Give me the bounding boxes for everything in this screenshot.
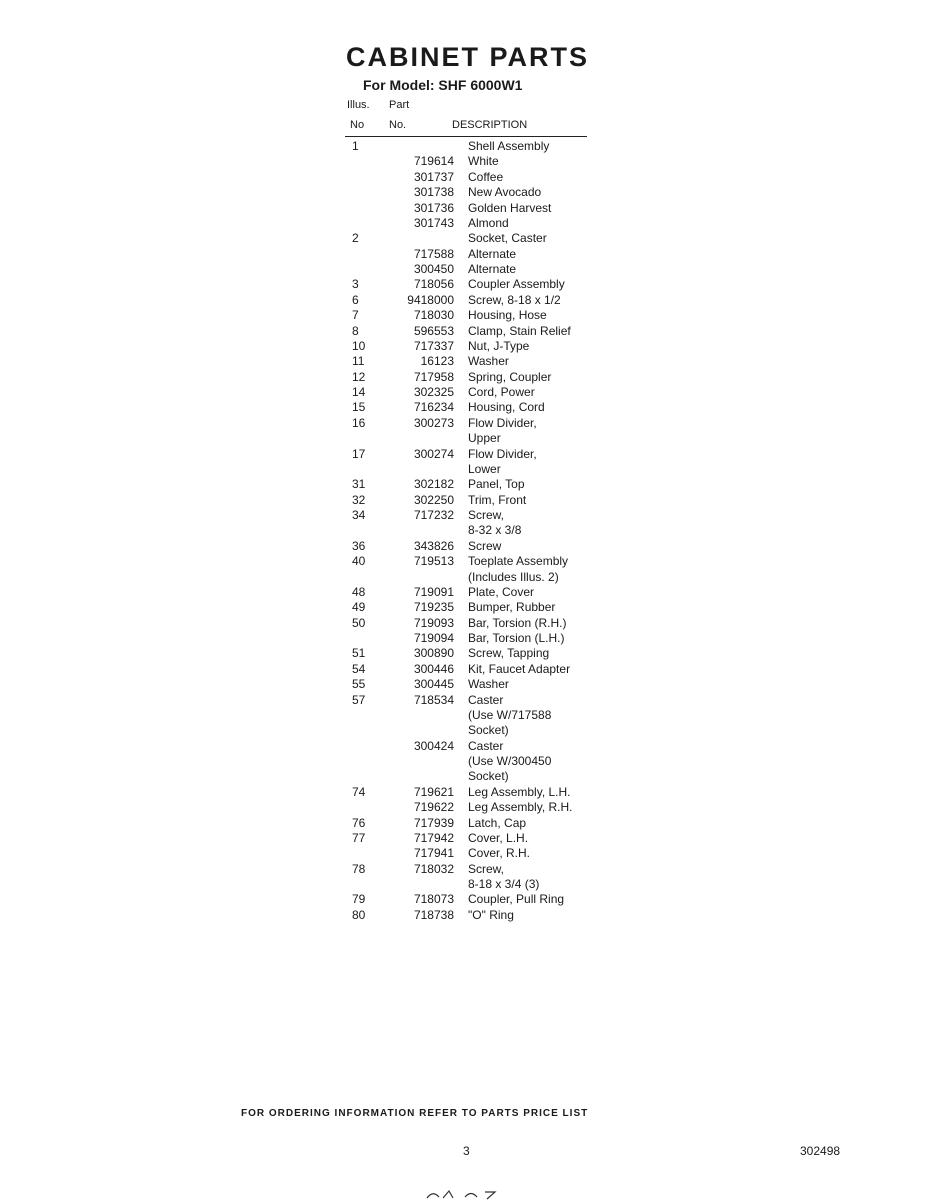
column-header-illus: No	[350, 119, 365, 131]
illus-number: 54	[352, 661, 366, 676]
illus-number: 2	[352, 231, 359, 246]
column-header-illus-top: Illus.	[347, 99, 370, 111]
part-description: 8-18 x 3/4 (3)	[468, 877, 540, 891]
part-number: 16123	[420, 354, 454, 369]
part-description: Latch, Cap	[468, 815, 527, 830]
part-description: Flow Divider,	[468, 446, 537, 461]
part-number: 301737	[413, 169, 454, 184]
table-row	[0, 862, 947, 877]
part-number: 302182	[413, 477, 454, 492]
part-description: (Use W/300450	[468, 754, 552, 768]
part-number: 719614	[413, 154, 454, 169]
part-number: 717939	[413, 815, 454, 830]
document-number: 302498	[800, 1144, 841, 1158]
table-row	[0, 908, 947, 923]
table-row	[0, 447, 947, 462]
illus-number: 15	[352, 400, 366, 415]
table-row	[0, 277, 947, 292]
page-number: 3	[463, 1144, 470, 1158]
table-row	[0, 769, 947, 784]
parts-list	[0, 139, 947, 923]
table-row	[0, 631, 947, 646]
illus-number: 11	[352, 354, 365, 369]
part-number: 301738	[413, 185, 454, 200]
part-number: 719091	[413, 584, 454, 599]
table-row	[0, 508, 947, 523]
illus-number: 10	[352, 338, 366, 353]
part-number: 717942	[413, 830, 454, 845]
illus-number: 50	[352, 615, 366, 630]
page-title: CABINET PARTS	[346, 42, 590, 72]
illus-number: 34	[352, 508, 366, 522]
table-row	[0, 308, 947, 323]
part-description: Trim, Front	[468, 492, 527, 507]
part-description: Alternate	[468, 246, 517, 261]
table-row	[0, 846, 947, 861]
illus-number: 16	[352, 415, 366, 430]
part-description: White	[468, 154, 499, 169]
part-description: Coffee	[468, 169, 504, 184]
part-description: Cord, Power	[468, 385, 535, 399]
table-row	[0, 523, 947, 538]
part-number: 302250	[413, 492, 454, 507]
part-description: Nut, J-Type	[468, 338, 530, 353]
part-number: 717941	[413, 846, 454, 861]
table-row	[0, 646, 947, 661]
part-number: 718056	[413, 277, 454, 292]
illus-number: 3	[352, 277, 359, 292]
part-description: Plate, Cover	[468, 584, 535, 599]
illus-number: 49	[352, 600, 366, 615]
table-row	[0, 616, 947, 631]
table-row	[0, 570, 947, 585]
part-description: Flow Divider,	[468, 415, 537, 430]
part-description: Coupler, Pull Ring	[468, 892, 565, 907]
part-description: Lower	[468, 461, 501, 476]
table-row	[0, 554, 947, 569]
ordering-note: FOR ORDERING INFORMATION REFER TO PARTS PRICE LIST	[241, 1108, 589, 1119]
table-row	[0, 800, 947, 815]
illus-number: 77	[352, 830, 366, 845]
table-row	[0, 324, 947, 339]
part-number: 302325	[413, 385, 454, 399]
part-description: Washer	[468, 354, 509, 369]
table-row	[0, 385, 947, 400]
part-description: Housing, Cord	[468, 400, 545, 415]
part-number: 300450	[413, 262, 454, 276]
part-description: Leg Assembly, L.H.	[468, 784, 571, 799]
table-row	[0, 231, 947, 246]
part-description: Socket)	[468, 769, 509, 784]
part-description: Socket, Caster	[468, 231, 547, 246]
part-number: 9418000	[407, 292, 454, 307]
illus-number: 14	[352, 385, 366, 399]
part-number: 301743	[413, 215, 454, 230]
part-number: 717337	[413, 338, 454, 353]
part-number: 718534	[413, 692, 454, 707]
part-number: 718073	[413, 892, 454, 907]
illus-number: 51	[352, 646, 366, 661]
illus-number: 40	[352, 554, 366, 569]
illus-number: 36	[352, 538, 366, 553]
part-description: (Includes Illus. 2)	[468, 569, 559, 584]
illus-number: 55	[352, 677, 366, 692]
table-row	[0, 477, 947, 492]
column-header-part-top: Part	[389, 99, 410, 111]
table-row	[0, 708, 947, 723]
part-description: Toeplate Assembly	[468, 554, 569, 569]
part-number: 718738	[413, 907, 454, 922]
part-description: Screw,	[468, 861, 505, 876]
part-number: 300446	[413, 661, 454, 676]
table-row	[0, 539, 947, 554]
part-description: Coupler Assembly	[468, 277, 565, 292]
part-description: Cover, R.H.	[468, 846, 531, 861]
illus-number: 80	[352, 907, 366, 922]
part-number: 300424	[413, 738, 454, 753]
part-description: Panel, Top	[468, 477, 525, 492]
part-description: Shell Assembly	[468, 139, 550, 153]
part-description: Almond	[468, 215, 509, 230]
model-subtitle: For Model: SHF 6000W1	[363, 77, 523, 93]
part-number: 717958	[413, 369, 454, 384]
part-number: 719621	[413, 784, 454, 799]
part-description: Screw,	[468, 508, 505, 522]
part-number: 719235	[413, 600, 454, 615]
table-row	[0, 754, 947, 769]
part-description: Upper	[468, 431, 501, 446]
part-description: Caster	[468, 692, 504, 707]
column-header-description: DESCRIPTION	[452, 119, 528, 131]
part-number: 300273	[413, 415, 454, 430]
table-row	[0, 892, 947, 907]
table-row	[0, 170, 947, 185]
part-description: Screw, 8-18 x 1/2	[468, 292, 561, 307]
table-row	[0, 154, 947, 169]
table-row	[0, 693, 947, 708]
part-description: Screw	[468, 538, 502, 553]
part-description: (Use W/717588	[468, 707, 552, 722]
illus-number: 31	[352, 477, 366, 492]
illus-number: 48	[352, 584, 366, 599]
part-description: Housing, Hose	[468, 308, 547, 323]
illus-number: 79	[352, 892, 366, 907]
part-description: Bar, Torsion (L.H.)	[468, 631, 565, 645]
table-row	[0, 816, 947, 831]
part-description: Alternate	[468, 262, 517, 276]
table-row	[0, 462, 947, 477]
table-row	[0, 785, 947, 800]
table-row	[0, 354, 947, 369]
part-description: Spring, Coupler	[468, 369, 552, 384]
part-description: Clamp, Stain Relief	[468, 323, 571, 338]
part-number: 596553	[413, 323, 454, 338]
part-description: 8-32 x 3/8	[468, 523, 522, 538]
table-row	[0, 877, 947, 892]
table-row	[0, 139, 947, 154]
table-row	[0, 339, 947, 354]
part-description: Kit, Faucet Adapter	[468, 661, 571, 676]
part-description: Washer	[468, 677, 509, 692]
table-row	[0, 662, 947, 677]
handwritten-mark	[425, 1188, 505, 1200]
table-row	[0, 216, 947, 231]
part-description: Cover, L.H.	[468, 830, 529, 845]
table-row	[0, 201, 947, 216]
illus-number: 57	[352, 692, 366, 707]
part-description: Bar, Torsion (R.H.)	[468, 615, 567, 630]
part-number: 719622	[413, 800, 454, 815]
part-description: Bumper, Rubber	[468, 600, 556, 615]
table-row	[0, 739, 947, 754]
part-number: 301736	[413, 200, 454, 215]
illus-number: 8	[352, 323, 359, 338]
table-row	[0, 416, 947, 431]
table-row	[0, 600, 947, 615]
illus-number: 6	[352, 292, 359, 307]
table-row	[0, 247, 947, 262]
illus-number: 17	[352, 446, 366, 461]
table-row	[0, 400, 947, 415]
table-row	[0, 185, 947, 200]
table-row	[0, 723, 947, 738]
part-number: 300890	[413, 646, 454, 661]
part-number: 300445	[413, 677, 454, 692]
illus-number: 7	[352, 308, 359, 323]
part-number: 719093	[413, 615, 454, 630]
part-number: 300274	[413, 446, 454, 461]
table-row	[0, 431, 947, 446]
table-row	[0, 677, 947, 692]
part-description: "O" Ring	[468, 907, 514, 922]
part-number: 718030	[413, 308, 454, 323]
part-description: Caster	[468, 738, 504, 753]
table-row	[0, 831, 947, 846]
column-header-part: No.	[389, 119, 407, 131]
illus-number: 74	[352, 784, 366, 799]
illus-number: 1	[352, 139, 359, 153]
part-number: 716234	[413, 400, 454, 415]
part-description: Golden Harvest	[468, 200, 552, 215]
table-row	[0, 293, 947, 308]
illus-number: 78	[352, 861, 366, 876]
illus-number: 32	[352, 492, 366, 507]
illus-number: 12	[352, 369, 366, 384]
part-number: 719513	[413, 554, 454, 569]
table-row	[0, 585, 947, 600]
illus-number: 76	[352, 815, 366, 830]
part-description: Socket)	[468, 723, 509, 738]
part-number: 717232	[413, 508, 454, 522]
header-rule	[345, 136, 587, 137]
part-number: 719094	[413, 631, 454, 645]
part-description: Screw, Tapping	[468, 646, 550, 661]
part-number: 717588	[413, 246, 454, 261]
table-row	[0, 493, 947, 508]
part-description: Leg Assembly, R.H.	[468, 800, 573, 815]
part-number: 343826	[413, 538, 454, 553]
table-row	[0, 370, 947, 385]
part-description: New Avocado	[468, 185, 542, 200]
part-number: 718032	[413, 861, 454, 876]
table-row	[0, 262, 947, 277]
